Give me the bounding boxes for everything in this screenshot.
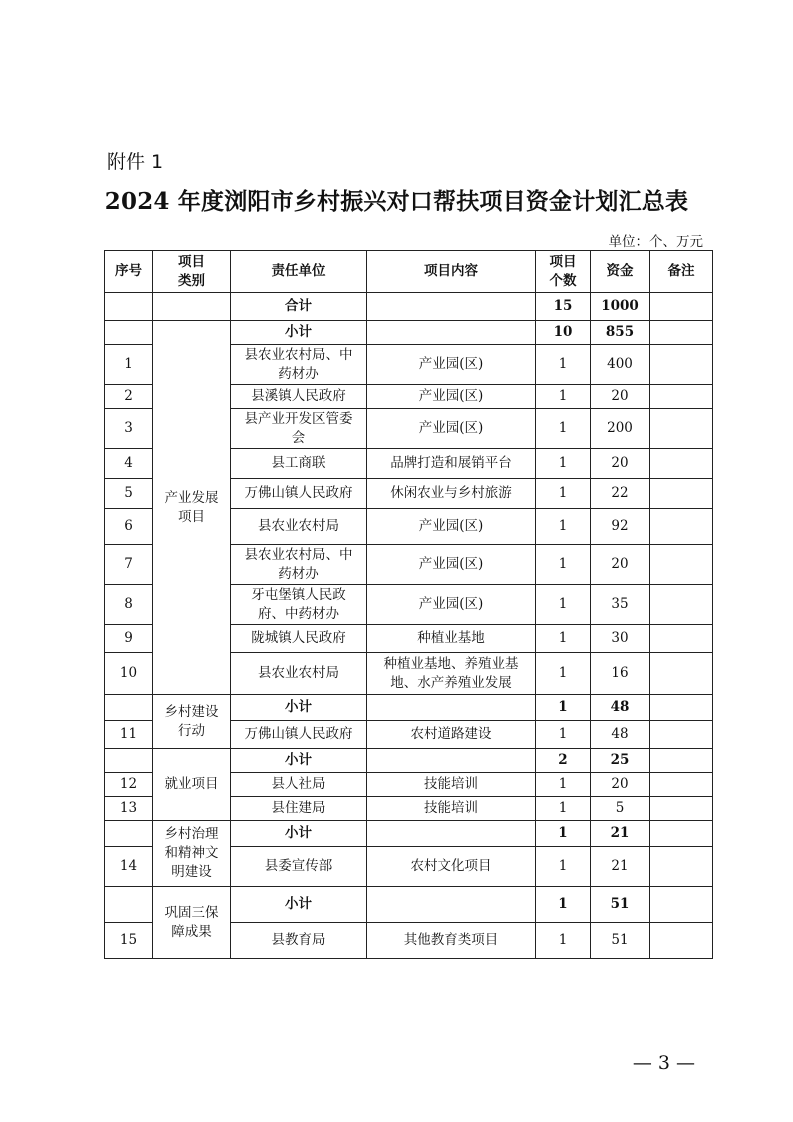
seq-cell: 8 — [105, 585, 153, 625]
subtotal-content-cell — [367, 321, 536, 345]
unit-cell: 县人社局 — [231, 773, 367, 797]
unit-cell: 县溪镇人民政府 — [231, 385, 367, 409]
subtotal-content-cell — [367, 887, 536, 923]
content-cell: 种植业基地 — [367, 625, 536, 653]
unit-cell: 县农业农村局、中 药材办 — [231, 345, 367, 385]
unit-cell: 县农业农村局 — [231, 509, 367, 545]
subtotal-fund: 48 — [591, 695, 650, 721]
fund-cell: 22 — [591, 479, 650, 509]
unit-note: 单位：个、万元 — [608, 234, 703, 250]
header-category: 项目 类别 — [153, 251, 231, 293]
category-cell: 乡村治理 和精神文 明建设 — [153, 821, 231, 887]
subtotal-count: 10 — [536, 321, 591, 345]
subtotal-label: 小计 — [231, 321, 367, 345]
subtotal-content-cell — [367, 749, 536, 773]
count-cell: 1 — [536, 773, 591, 797]
remark-cell — [650, 797, 713, 821]
remark-cell — [650, 345, 713, 385]
subtotal-seq-cell — [105, 321, 153, 345]
subtotal-label: 小计 — [231, 821, 367, 847]
total-content-cell — [367, 293, 536, 321]
count-cell: 1 — [536, 409, 591, 449]
subtotal-seq-cell — [105, 749, 153, 773]
count-cell: 1 — [536, 545, 591, 585]
header-fund: 资金 — [591, 251, 650, 293]
unit-cell: 万佛山镇人民政府 — [231, 721, 367, 749]
fund-cell: 35 — [591, 585, 650, 625]
fund-cell: 20 — [591, 545, 650, 585]
header-count: 项目 个数 — [536, 251, 591, 293]
fund-cell: 200 — [591, 409, 650, 449]
remark-cell — [650, 721, 713, 749]
unit-cell: 陇城镇人民政府 — [231, 625, 367, 653]
seq-cell: 4 — [105, 449, 153, 479]
count-cell: 1 — [536, 797, 591, 821]
count-cell: 1 — [536, 721, 591, 749]
seq-cell: 15 — [105, 923, 153, 959]
content-cell: 品牌打造和展销平台 — [367, 449, 536, 479]
content-cell: 农村文化项目 — [367, 847, 536, 887]
category-cell: 就业项目 — [153, 749, 231, 821]
fund-cell: 20 — [591, 773, 650, 797]
total-seq-cell — [105, 293, 153, 321]
subtotal-remark-cell — [650, 695, 713, 721]
unit-cell: 县农业农村局、中 药材办 — [231, 545, 367, 585]
page-title: 2024 年度浏阳市乡村振兴对口帮扶项目资金计划汇总表 — [104, 188, 689, 215]
seq-cell: 1 — [105, 345, 153, 385]
remark-cell — [650, 385, 713, 409]
category-cell: 产业发展 项目 — [153, 321, 231, 695]
subtotal-fund: 25 — [591, 749, 650, 773]
content-cell: 产业园(区) — [367, 345, 536, 385]
unit-cell: 县教育局 — [231, 923, 367, 959]
subtotal-label: 小计 — [231, 887, 367, 923]
seq-cell: 13 — [105, 797, 153, 821]
remark-cell — [650, 773, 713, 797]
subtotal-remark-cell — [650, 887, 713, 923]
category-cell: 巩固三保 障成果 — [153, 887, 231, 959]
subtotal-fund: 51 — [591, 887, 650, 923]
seq-cell: 7 — [105, 545, 153, 585]
category-cell: 乡村建设 行动 — [153, 695, 231, 749]
total-row — [105, 293, 713, 321]
fund-cell: 16 — [591, 653, 650, 695]
seq-cell: 5 — [105, 479, 153, 509]
unit-cell: 县住建局 — [231, 797, 367, 821]
count-cell: 1 — [536, 625, 591, 653]
subtotal-row — [105, 749, 713, 773]
total-category-cell — [153, 293, 231, 321]
content-cell: 产业园(区) — [367, 409, 536, 449]
seq-cell: 10 — [105, 653, 153, 695]
unit-cell: 县产业开发区管委 会 — [231, 409, 367, 449]
content-cell: 产业园(区) — [367, 509, 536, 545]
funding-summary-table — [104, 250, 713, 959]
seq-cell: 14 — [105, 847, 153, 887]
page-number: — 3 — — [632, 1052, 695, 1074]
count-cell: 1 — [536, 653, 591, 695]
subtotal-fund: 21 — [591, 821, 650, 847]
subtotal-seq-cell — [105, 887, 153, 923]
subtotal-count: 1 — [536, 887, 591, 923]
fund-cell: 5 — [591, 797, 650, 821]
fund-cell: 92 — [591, 509, 650, 545]
fund-cell: 20 — [591, 385, 650, 409]
table-body — [105, 293, 713, 959]
remark-cell — [650, 653, 713, 695]
fund-cell: 21 — [591, 847, 650, 887]
unit-cell: 县农业农村局 — [231, 653, 367, 695]
count-cell: 1 — [536, 923, 591, 959]
subtotal-seq-cell — [105, 821, 153, 847]
fund-cell: 400 — [591, 345, 650, 385]
remark-cell — [650, 545, 713, 585]
subtotal-fund: 855 — [591, 321, 650, 345]
header-seq: 序号 — [105, 251, 153, 293]
unit-cell: 牙屯堡镇人民政 府、中药材办 — [231, 585, 367, 625]
count-cell: 1 — [536, 385, 591, 409]
subtotal-content-cell — [367, 821, 536, 847]
content-cell: 产业园(区) — [367, 585, 536, 625]
total-label: 合计 — [231, 293, 367, 321]
fund-cell: 51 — [591, 923, 650, 959]
header-content: 项目内容 — [367, 251, 536, 293]
total-count: 15 — [536, 293, 591, 321]
subtotal-row — [105, 821, 713, 847]
subtotal-count: 1 — [536, 695, 591, 721]
subtotal-count: 1 — [536, 821, 591, 847]
subtotal-count: 2 — [536, 749, 591, 773]
total-fund: 1000 — [591, 293, 650, 321]
unit-cell: 万佛山镇人民政府 — [231, 479, 367, 509]
fund-cell: 30 — [591, 625, 650, 653]
subtotal-row — [105, 695, 713, 721]
content-cell: 技能培训 — [367, 773, 536, 797]
seq-cell: 3 — [105, 409, 153, 449]
content-cell: 种植业基地、养殖业基 地、水产养殖业发展 — [367, 653, 536, 695]
subtotal-seq-cell — [105, 695, 153, 721]
content-cell: 农村道路建设 — [367, 721, 536, 749]
subtotal-label: 小计 — [231, 695, 367, 721]
subtotal-content-cell — [367, 695, 536, 721]
unit-cell: 县委宣传部 — [231, 847, 367, 887]
total-remark-cell — [650, 293, 713, 321]
subtotal-remark-cell — [650, 321, 713, 345]
subtotal-remark-cell — [650, 821, 713, 847]
count-cell: 1 — [536, 847, 591, 887]
count-cell: 1 — [536, 345, 591, 385]
seq-cell: 2 — [105, 385, 153, 409]
remark-cell — [650, 509, 713, 545]
remark-cell — [650, 585, 713, 625]
remark-cell — [650, 449, 713, 479]
remark-cell — [650, 479, 713, 509]
fund-cell: 20 — [591, 449, 650, 479]
count-cell: 1 — [536, 509, 591, 545]
remark-cell — [650, 625, 713, 653]
remark-cell — [650, 923, 713, 959]
remark-cell — [650, 847, 713, 887]
content-cell: 技能培训 — [367, 797, 536, 821]
attachment-label: 附件 1 — [107, 151, 164, 173]
seq-cell: 11 — [105, 721, 153, 749]
subtotal-remark-cell — [650, 749, 713, 773]
seq-cell: 12 — [105, 773, 153, 797]
subtotal-row — [105, 321, 713, 345]
content-cell: 休闲农业与乡村旅游 — [367, 479, 536, 509]
fund-cell: 48 — [591, 721, 650, 749]
content-cell: 产业园(区) — [367, 545, 536, 585]
table-header-row — [105, 251, 713, 293]
count-cell: 1 — [536, 449, 591, 479]
subtotal-row — [105, 887, 713, 923]
content-cell: 产业园(区) — [367, 385, 536, 409]
content-cell: 其他教育类项目 — [367, 923, 536, 959]
count-cell: 1 — [536, 479, 591, 509]
count-cell: 1 — [536, 585, 591, 625]
remark-cell — [650, 409, 713, 449]
subtotal-label: 小计 — [231, 749, 367, 773]
unit-cell: 县工商联 — [231, 449, 367, 479]
seq-cell: 6 — [105, 509, 153, 545]
header-remark: 备注 — [650, 251, 713, 293]
seq-cell: 9 — [105, 625, 153, 653]
header-unit: 责任单位 — [231, 251, 367, 293]
